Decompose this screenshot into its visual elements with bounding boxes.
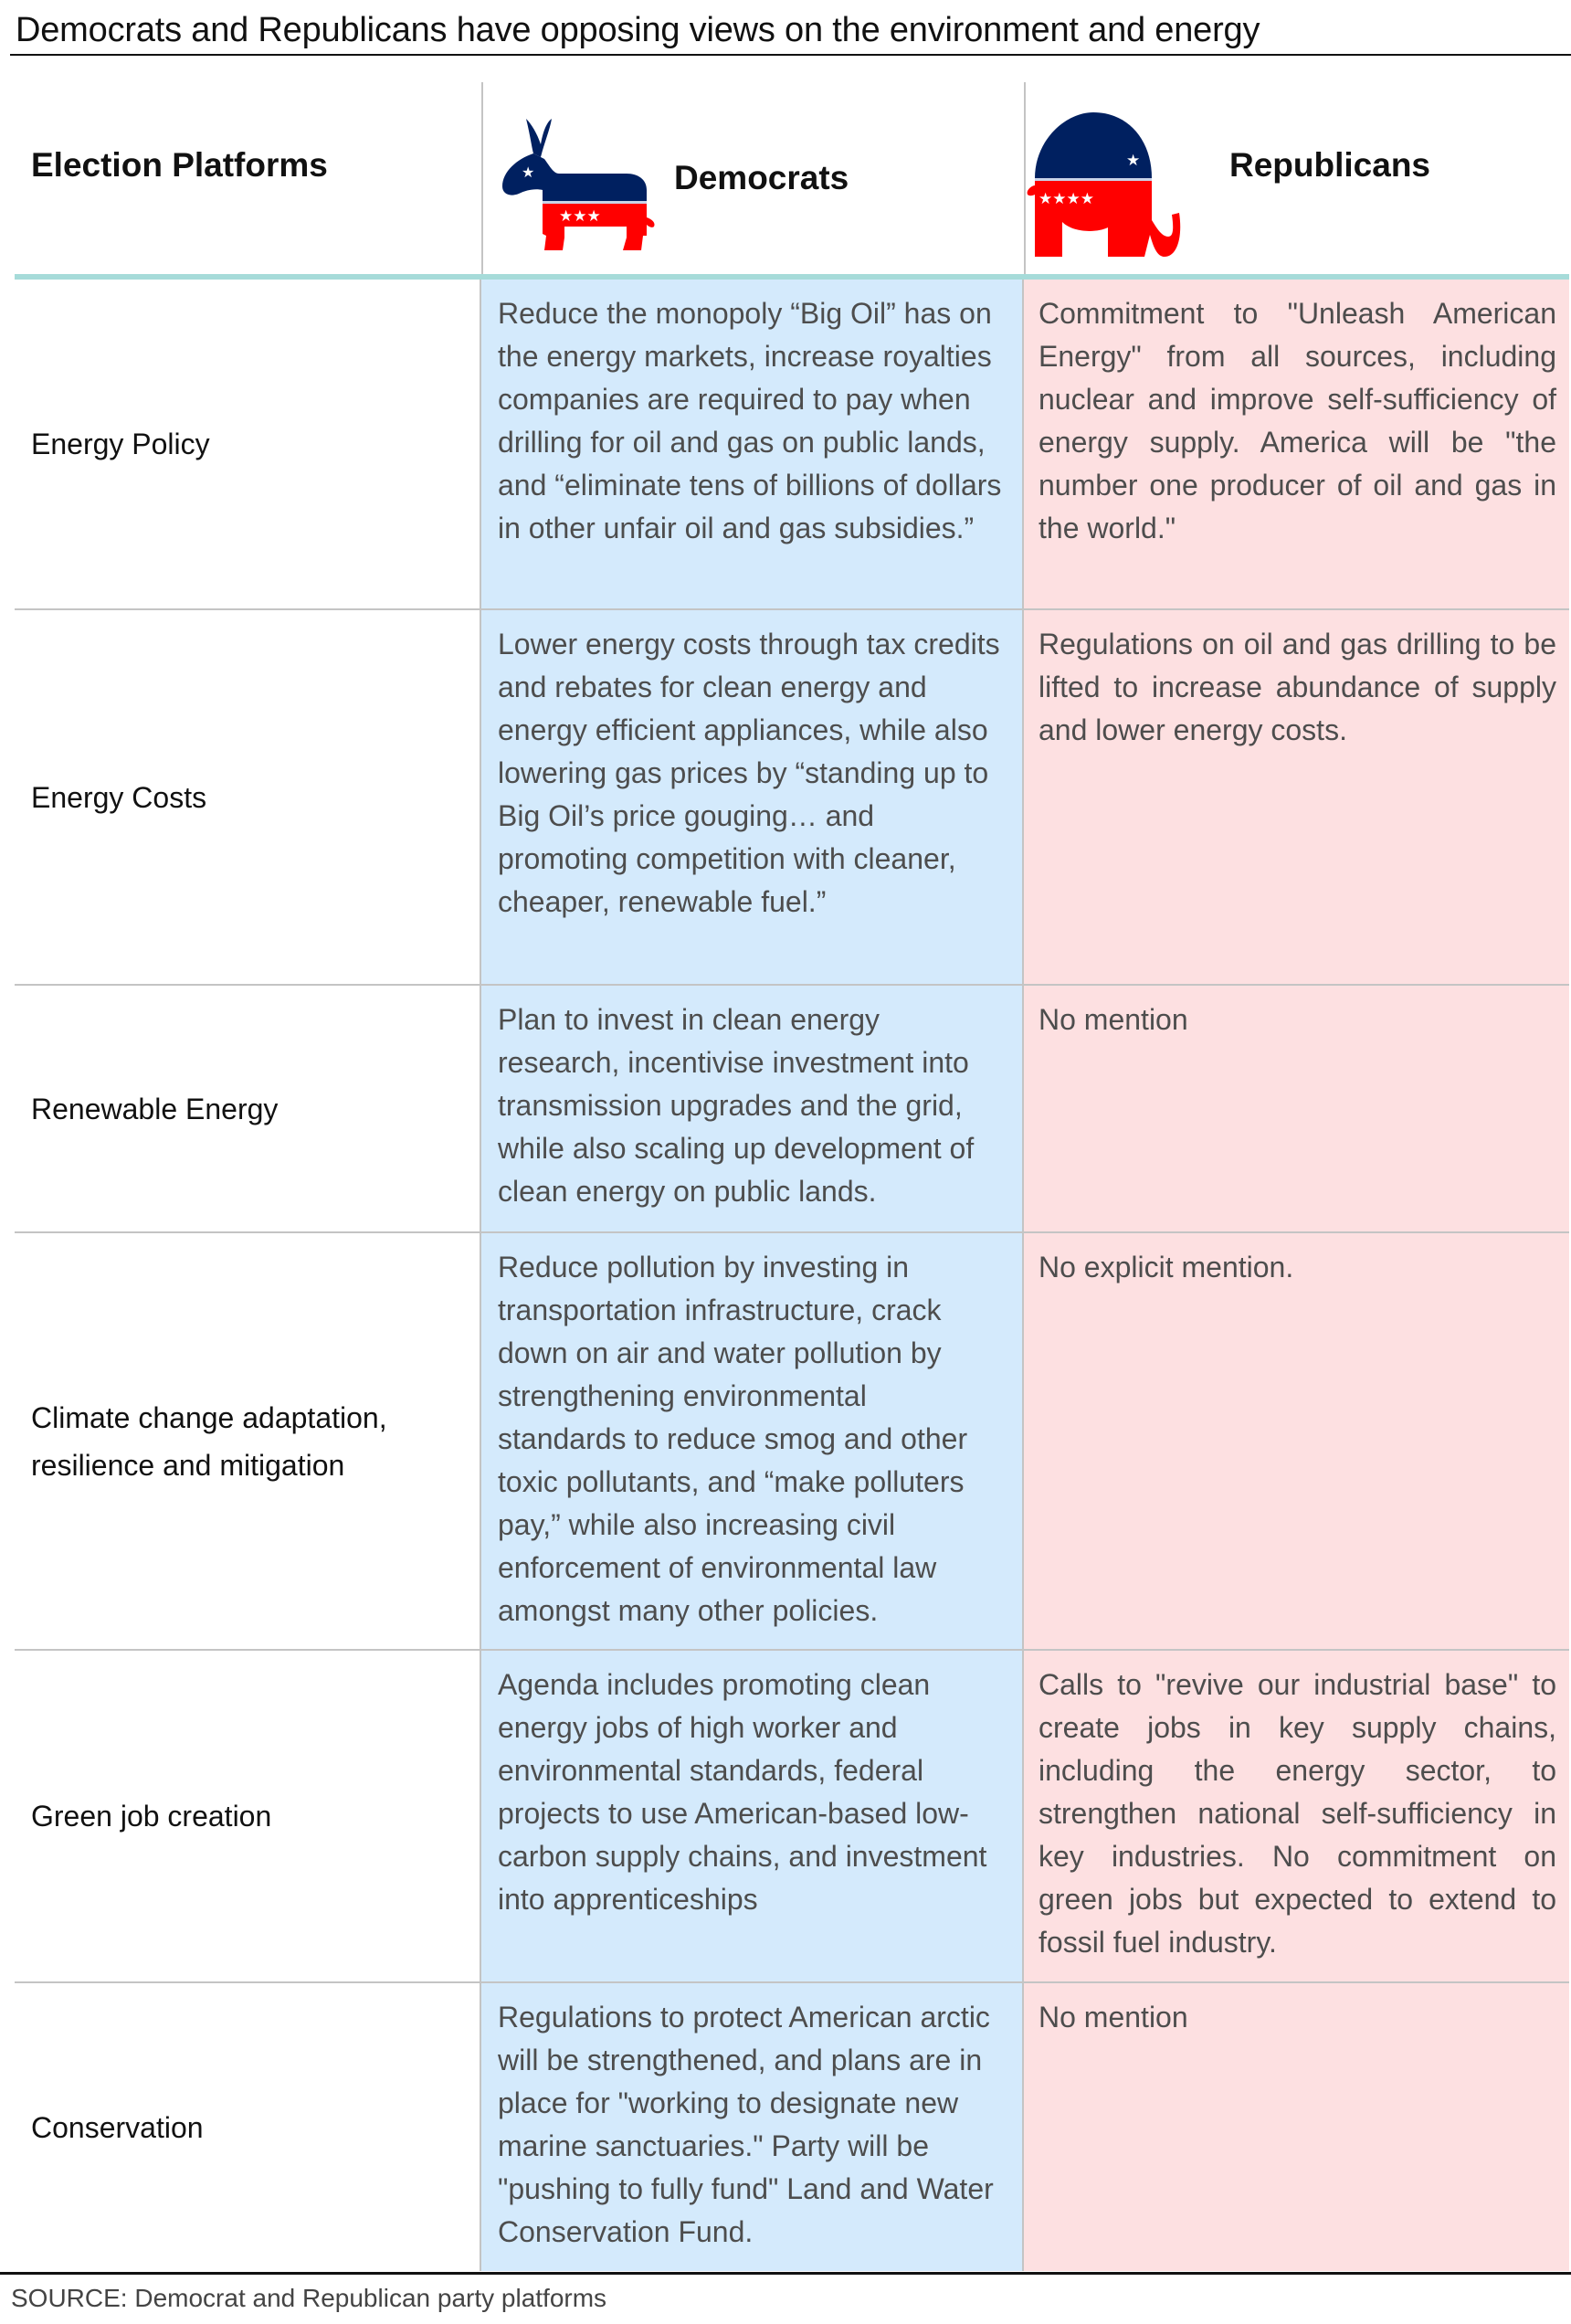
svg-text:★★★: ★★★ — [559, 207, 601, 226]
democrats-cell: Agenda includes promoting clean energy jobs of high worker and environmental standards, federal projects to use American-based low-carbon supply chains, and investment into apprenticeships — [481, 1651, 1024, 1981]
header-democrats: Democrats — [674, 159, 849, 196]
table-row — [15, 280, 1569, 610]
table-row — [15, 986, 1569, 1233]
row-label: Energy Costs — [15, 610, 481, 984]
platform-table — [15, 280, 1569, 2271]
republicans-cell: No mention — [1024, 986, 1569, 1231]
footer-divider — [0, 2272, 1571, 2275]
republicans-cell: Commitment to "Unleash American Energy" from all sources, including nuclear and improve self-sufficiency of energy supply. America will be "the number one producer of oil and gas in the world." — [1024, 280, 1569, 608]
table-row — [15, 1983, 1569, 2271]
svg-text:★: ★ — [1126, 152, 1141, 170]
source-note: SOURCE: Democrat and Republican party platforms — [11, 2284, 607, 2312]
table-row — [15, 610, 1569, 986]
democrats-cell: Plan to invest in clean energy research, incentivise investment into transmission upgrades and the grid, while also scaling up development of clean energy on public lands. — [481, 986, 1024, 1231]
democrats-cell: Reduce pollution by investing in transportation infrastructure, crack down on air and water pollution by strengthening environmental standards to reduce smog and other toxic pollutants, and “make polluters pay,” while also increasing civil enforcement of environmental law amongst many other policies. — [481, 1233, 1024, 1649]
column-divider — [481, 82, 483, 275]
democrats-cell: Lower energy costs through tax credits and rebates for clean energy and energy efficient appliances, while also lowering gas prices by “standing up to Big Oil’s price gouging… and promoting competition with cleaner, cheaper, renewable fuel.” — [481, 610, 1024, 984]
header-election-platforms: Election Platforms — [31, 146, 328, 184]
svg-text:★: ★ — [522, 164, 535, 181]
row-label: Renewable Energy — [15, 986, 481, 1231]
republicans-cell: No mention — [1024, 1983, 1569, 2271]
elephant-icon — [1026, 112, 1194, 260]
table-header — [15, 82, 1569, 275]
republicans-cell: Regulations on oil and gas drilling to be lifted to increase abundance of supply and lower energy costs. — [1024, 610, 1569, 984]
svg-text:★★★★: ★★★★ — [1039, 190, 1094, 208]
republicans-cell: Calls to "revive our industrial base" to create jobs in key supply chains, including the energy sector, to strengthen national self-sufficiency in key industries. No commitment on green jobs but expected to extend to fossil fuel industry. — [1024, 1651, 1569, 1981]
table-row — [15, 1233, 1569, 1651]
table-row — [15, 1651, 1569, 1983]
title-divider — [10, 54, 1571, 56]
row-label: Green job creation — [15, 1651, 481, 1981]
page-title: Democrats and Republicans have opposing views on the environment and energy — [16, 11, 1260, 49]
row-label: Energy Policy — [15, 280, 481, 608]
donkey-icon — [499, 106, 659, 252]
democrats-cell: Reduce the monopoly “Big Oil” has on the energy markets, increase royalties companies are required to pay when drilling for oil and gas on public lands, and “eliminate tens of billions of dollars in other unfair oil and gas subsidies.” — [481, 280, 1024, 608]
republicans-cell: No explicit mention. — [1024, 1233, 1569, 1649]
header-republicans: Republicans — [1229, 146, 1430, 184]
row-label: Climate change adaptation, resilience and mitigation — [15, 1233, 481, 1649]
democrats-cell: Regulations to protect American arctic will be strengthened, and plans are in place for "working to designate new marine sanctuaries." Party will be "pushing to fully fund" Land and Water Conservation Fund. — [481, 1983, 1024, 2271]
row-label: Conservation — [15, 1983, 481, 2271]
